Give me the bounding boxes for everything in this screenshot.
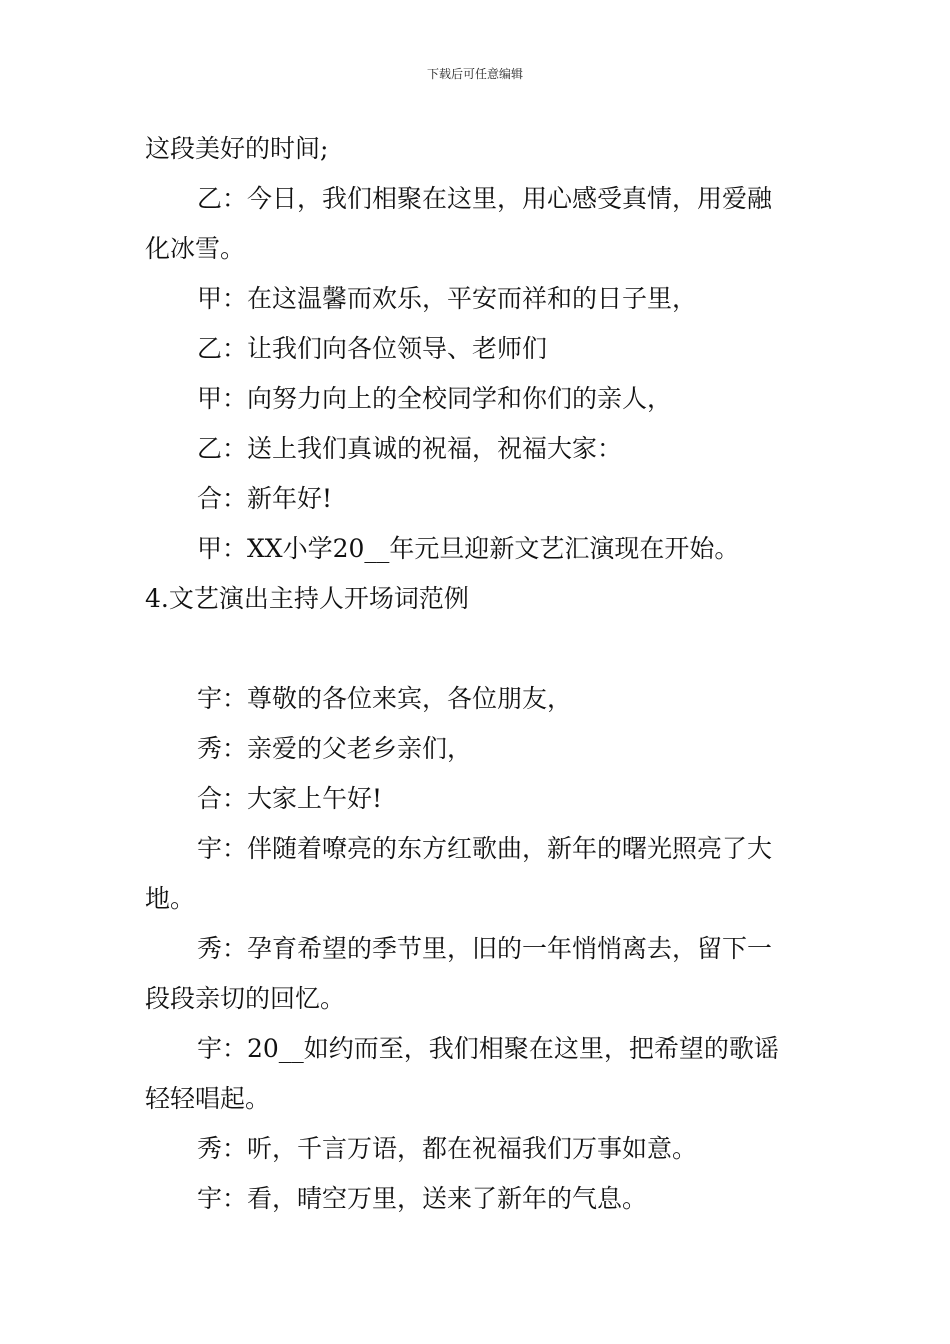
dialogue-line: 宇：20__如约而至，我们相聚在这里，把希望的歌谣 bbox=[197, 1034, 779, 1063]
dialogue-line: 甲：XX小学20__年元旦迎新文艺汇演现在开始。 bbox=[197, 534, 740, 563]
text-line: 这段美好的时间; bbox=[145, 134, 329, 163]
dialogue-line: 合：新年好! bbox=[197, 484, 333, 513]
dialogue-line: 甲：在这温馨而欢乐，平安而祥和的日子里， bbox=[197, 284, 698, 313]
dialogue-line: 乙：今日，我们相聚在这里，用心感受真情，用爱融 bbox=[197, 184, 773, 213]
text-line: 地。 bbox=[145, 884, 196, 913]
dialogue-line: 秀：孕育希望的季节里，旧的一年悄悄离去，留下一 bbox=[197, 934, 773, 963]
text-line: 化冰雪。 bbox=[145, 234, 246, 263]
blank-line bbox=[145, 624, 810, 674]
text-line: 轻轻唱起。 bbox=[145, 1084, 271, 1113]
section-heading: 4.文艺演出主持人开场词范例 bbox=[145, 584, 469, 613]
dialogue-line: 宇：伴随着嘹亮的东方红歌曲，新年的曙光照亮了大 bbox=[197, 834, 773, 863]
dialogue-line: 秀：亲爱的父老乡亲们， bbox=[197, 734, 473, 763]
document-body bbox=[145, 124, 810, 1224]
dialogue-line: 乙：让我们向各位领导、老师们 bbox=[197, 334, 548, 363]
dialogue-line: 宇：尊敬的各位来宾，各位朋友， bbox=[197, 684, 573, 713]
dialogue-line: 合：大家上午好! bbox=[197, 784, 383, 813]
text-line: 段段亲切的回忆。 bbox=[145, 984, 346, 1013]
page-header: 下载后可任意编辑 bbox=[426, 67, 523, 81]
dialogue-line: 甲：向努力向上的全校同学和你们的亲人， bbox=[197, 384, 673, 413]
dialogue-line: 秀：听，千言万语，都在祝福我们万事如意。 bbox=[197, 1134, 698, 1163]
dialogue-line: 乙：送上我们真诚的祝福，祝福大家： bbox=[197, 434, 623, 463]
dialogue-line: 宇：看，晴空万里，送来了新年的气息。 bbox=[197, 1184, 648, 1213]
